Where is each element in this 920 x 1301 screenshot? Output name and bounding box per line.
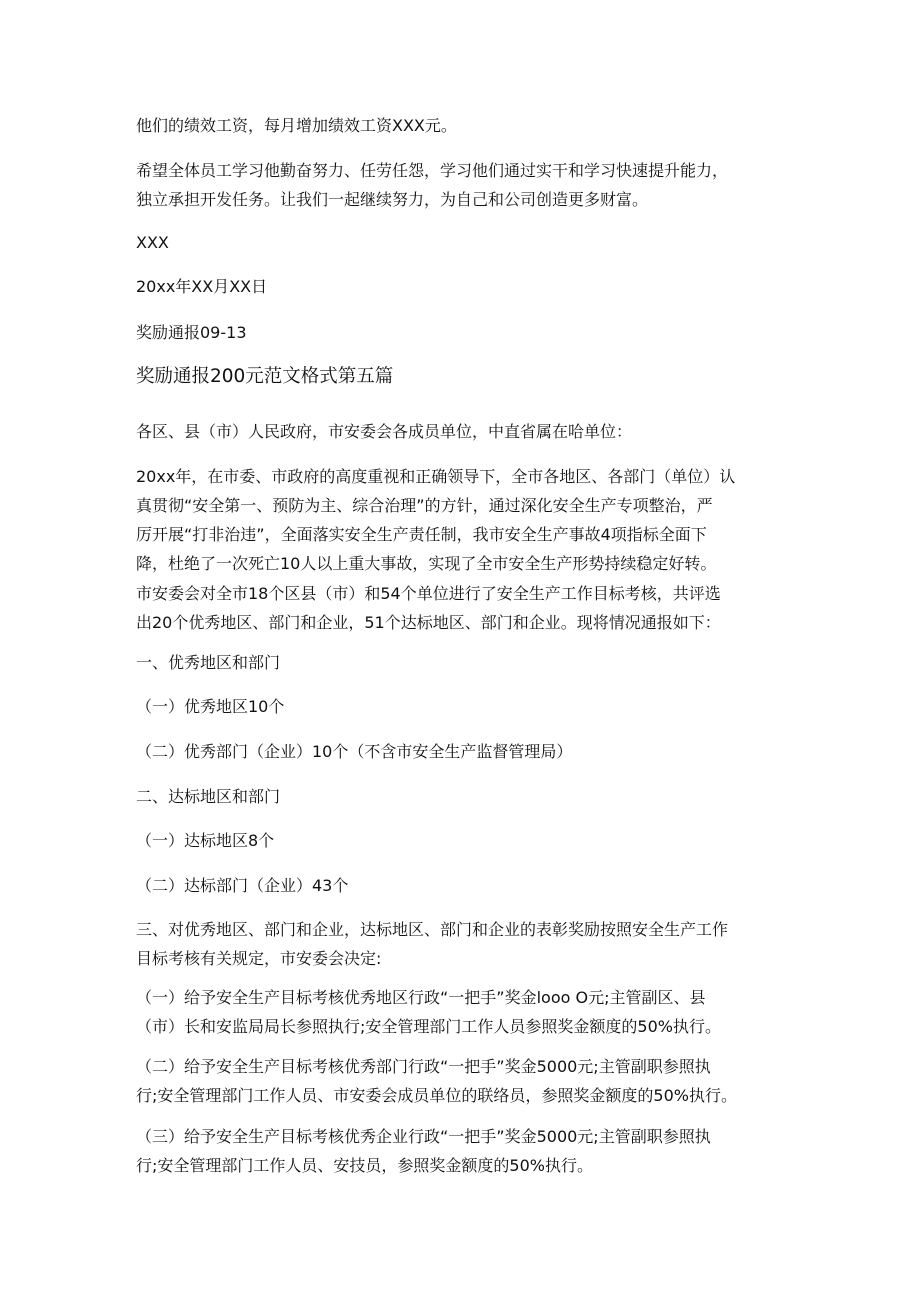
text-line: 二、达标地区和部门: [136, 787, 281, 806]
signature-name: [136, 228, 776, 257]
section-label: [136, 318, 776, 347]
list-item-qualified-departments: [136, 871, 776, 900]
list-heading-qualified: [136, 782, 776, 811]
text-line: （二）优秀部门（企业）10个（不含市安全生产监督管理局）: [136, 742, 573, 761]
paragraph-performance-pay: [136, 111, 776, 140]
paragraph-encouragement: [136, 156, 776, 214]
text-line: （一）优秀地区10个: [136, 697, 285, 716]
text-line: 20xx年XX月XX日: [136, 277, 268, 296]
text-line: （一）给予安全生产目标考核优秀地区行政“一把手”奖金looo O元;主管副区、县: [136, 988, 706, 1007]
text-line: XXX: [136, 233, 169, 252]
list-item-excellent-departments: [136, 737, 776, 766]
text-line: 三、对优秀地区、部门和企业，达标地区、部门和企业的表彰奖励按照安全生产工作: [136, 920, 729, 939]
text-line: （一）达标地区8个: [136, 831, 275, 850]
paragraph-reward-enterprises: [136, 1122, 776, 1180]
paragraph-reward-regions: [136, 983, 776, 1041]
list-item-excellent-regions: [136, 692, 776, 721]
text-line: （三）给予安全生产目标考核优秀企业行政“一把手”奖金5000元;主管副职参照执: [136, 1127, 711, 1146]
text-line: 独立承担开发任务。让我们一起继续努力，为自己和公司创造更多财富。: [136, 190, 649, 209]
paragraph-rewards-decision: [136, 915, 776, 973]
text-line: 行;安全管理部门工作人员、市安委会成员单位的联络员，参照奖金额度的50%执行。: [136, 1086, 737, 1105]
text-line: 奖励通报09-13: [136, 323, 247, 342]
text-line: （市）长和安监局局长参照执行;安全管理部门工作人员参照奖金额度的50%执行。: [136, 1017, 721, 1036]
text-line: 各区、县（市）人民政府，市安委会各成员单位，中直省属在哈单位：: [136, 422, 633, 441]
text-line: 希望全体员工学习他勤奋努力、任劳任怨，学习他们通过实干和学习快速提升能力，: [136, 161, 729, 180]
text-line: 厉开展“打非治违”，全面落实安全生产责任制，我市安全生产事故4项指标全面下: [136, 525, 707, 544]
list-item-qualified-regions: [136, 826, 776, 855]
text-line: 行;安全管理部门工作人员、安技员，参照奖金额度的50%执行。: [136, 1156, 593, 1175]
text-line: （二）给予安全生产目标考核优秀部门行政“一把手”奖金5000元;主管副职参照执: [136, 1057, 711, 1076]
paragraph-assessment: [136, 579, 776, 637]
text-line: 降，杜绝了一次死亡10人以上重大事故，实现了全市安全生产形势持续稳定好转。: [136, 554, 717, 573]
text-line: 他们的绩效工资，每月增加绩效工资XXX元。: [136, 116, 457, 135]
section-heading: [136, 362, 776, 392]
paragraph-addressees: [136, 417, 776, 446]
text-line: 一、优秀地区和部门: [136, 653, 281, 672]
text-line: 真贯彻“安全第一、预防为主、综合治理”的方针，通过深化安全生产专项整治，严: [136, 496, 713, 515]
paragraph-summary: [136, 462, 776, 578]
text-line: 目标考核有关规定，市安委会决定:: [136, 949, 382, 968]
signature-date: [136, 272, 776, 301]
list-heading-excellent: [136, 648, 776, 677]
text-line: （二）达标部门（企业）43个: [136, 876, 349, 895]
text-line: 出20个优秀地区、部门和企业，51个达标地区、部门和企业。现将情况通报如下：: [136, 613, 721, 632]
text-line: 市安委会对全市18个区县（市）和54个单位进行了安全生产工作目标考核，共评选: [136, 584, 721, 603]
text-line: 20xx年，在市委、市政府的高度重视和正确领导下，全市各地区、各部门（单位）认: [136, 467, 736, 486]
paragraph-reward-departments: [136, 1052, 776, 1110]
heading-text: 奖励通报200元范文格式第五篇: [136, 366, 394, 387]
